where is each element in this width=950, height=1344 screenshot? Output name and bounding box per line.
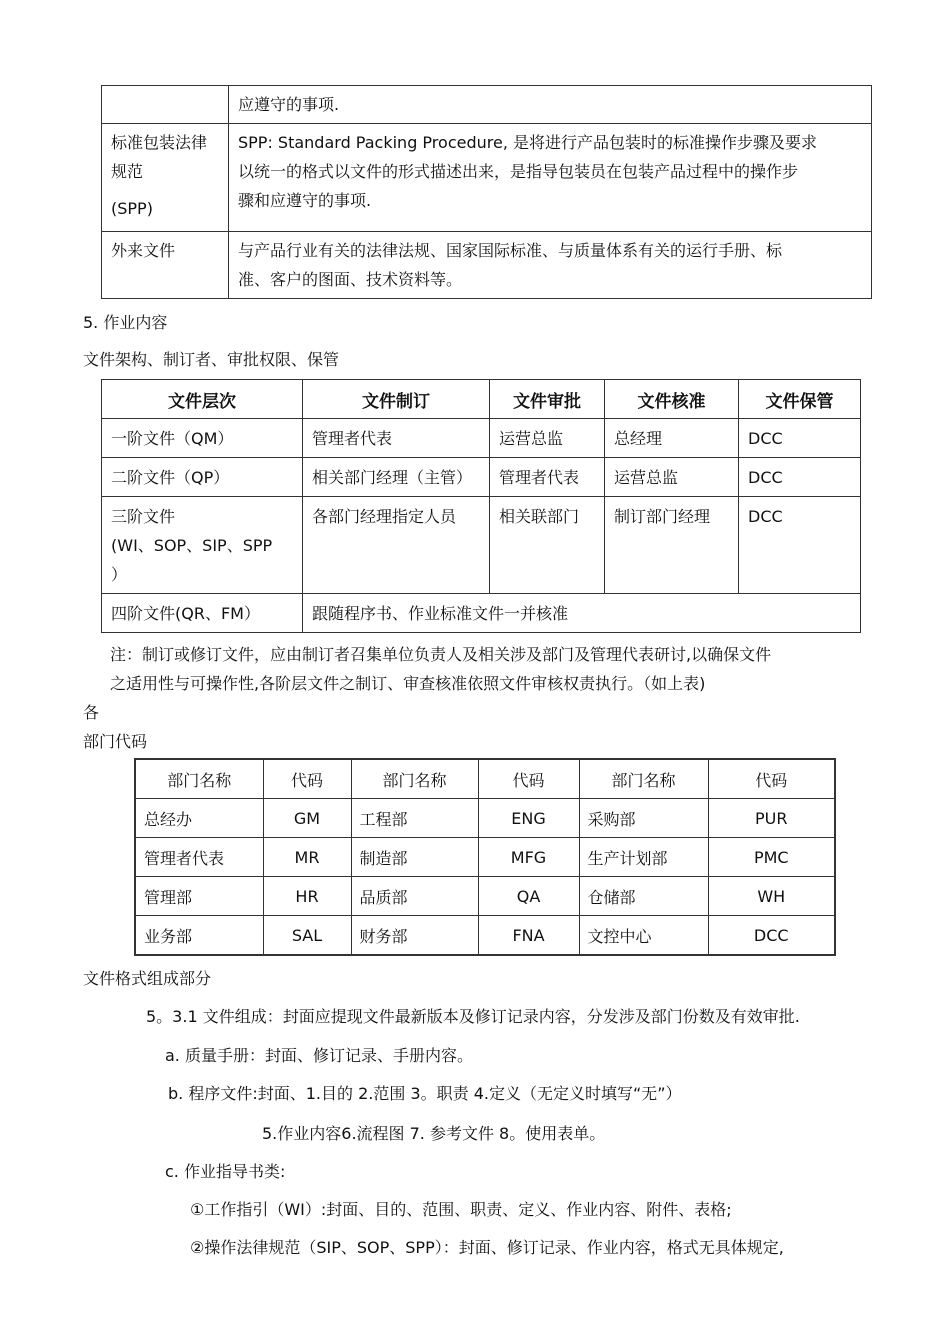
definition-term: 标准包装法律 规范 (SPP) [102,124,229,232]
definition-term [102,86,229,124]
dept-name: 管理部 [135,877,263,916]
dept-heading: 部门代码 [83,732,148,751]
list-item: a. 质量手册：封面、修订记录、手册内容。 [165,1046,473,1065]
table-cell: DCC [739,419,861,458]
table-cell: 各部门经理指定人员 [303,497,490,594]
subsection-heading: 文件架构、制订者、审批权限、保管 [83,350,340,369]
dept-code: ENG [478,799,579,838]
note-line: 注：制订或修订文件，应由制订者召集单位负责人及相关涉及部门及管理代表研讨,以确保文件 [110,645,772,664]
dept-name: 财务部 [351,916,478,956]
paragraph: 5。3.1 文件组成：封面应提现文件最新版本及修订记录内容，分发涉及部门份数及有效审批. [146,1007,800,1026]
dept-code: PUR [708,799,835,838]
table-header-row [135,759,835,799]
dept-name: 文控中心 [579,916,708,956]
table-cell: DCC [739,497,861,594]
table-cell: 运营总监 [490,419,605,458]
department-code-table [134,758,836,956]
dept-name: 总经办 [135,799,263,838]
column-header: 代码 [478,759,579,799]
definition-term: 外来文件 [102,232,229,299]
document-structure-table [101,379,861,633]
table-cell: 四阶文件(QR、FM） [102,594,303,633]
sub-list-item: ①工作指引（WI）:封面、目的、范围、职责、定义、作业内容、附件、表格; [190,1200,732,1219]
table-row [102,419,861,458]
column-header: 代码 [708,759,835,799]
table-header-row [102,380,861,419]
dept-code: PMC [708,838,835,877]
column-header: 文件审批 [490,380,605,419]
dept-heading: 各 [83,703,100,722]
subsection-heading: 文件格式组成部分 [83,969,212,988]
dept-name: 生产计划部 [579,838,708,877]
dept-code: GM [263,799,351,838]
dept-name: 管理者代表 [135,838,263,877]
column-header: 文件核准 [605,380,739,419]
dept-code: WH [708,877,835,916]
table-row [102,458,861,497]
dept-name: 品质部 [351,877,478,916]
definition-desc: 与产品行业有关的法律法规、国家国际标准、与质量体系有关的运行手册、标 准、客户的图面、技术资料等。 [229,232,872,299]
table-cell: 运营总监 [605,458,739,497]
table-row [135,838,835,877]
dept-name: 仓储部 [579,877,708,916]
definitions-table [101,85,872,299]
table-row [102,86,872,124]
table-row [102,594,861,633]
dept-code: QA [478,877,579,916]
table-cell: 总经理 [605,419,739,458]
table-cell: 跟随程序书、作业标准文件一并核准 [303,594,861,633]
table-cell: 管理者代表 [490,458,605,497]
table-cell: 相关联部门 [490,497,605,594]
table-cell: DCC [739,458,861,497]
table-cell: 三阶文件 (WI、SOP、SIP、SPP ） [102,497,303,594]
table-row [135,799,835,838]
table-row [102,497,861,594]
list-item: b. 程序文件:封面、1.目的 2.范围 3。职责 4.定义（无定义时填写“无”） [168,1084,682,1103]
column-header: 文件层次 [102,380,303,419]
dept-name: 采购部 [579,799,708,838]
sub-list-item: ②操作法律规范（SIP、SOP、SPP）：封面、修订记录、作业内容，格式无具体规定, [190,1238,784,1257]
dept-name: 工程部 [351,799,478,838]
definition-desc: 应遵守的事项. [229,86,872,124]
table-cell: 一阶文件（QM） [102,419,303,458]
column-header: 文件制订 [303,380,490,419]
dept-code: SAL [263,916,351,956]
table-cell: 制订部门经理 [605,497,739,594]
column-header: 部门名称 [351,759,478,799]
table-row [135,877,835,916]
dept-code: MR [263,838,351,877]
list-item: c. 作业指导书类: [165,1162,286,1181]
dept-code: MFG [478,838,579,877]
column-header: 代码 [263,759,351,799]
dept-code: FNA [478,916,579,956]
table-cell: 管理者代表 [303,419,490,458]
dept-code: HR [263,877,351,916]
dept-name: 制造部 [351,838,478,877]
list-item-continuation: 5.作业内容6.流程图 7. 参考文件 8。使用表单。 [262,1124,606,1143]
section-heading: 5. 作业内容 [83,313,168,332]
table-row [102,124,872,232]
definition-desc: SPP: Standard Packing Procedure, 是将进行产品包装时的标准操作步骤及要求 以统一的格式以文件的形式描述出来，是指导包装员在包装产品过程中的操作步 骤和应遵守的事项. [229,124,872,232]
dept-name: 业务部 [135,916,263,956]
column-header: 部门名称 [579,759,708,799]
table-cell: 二阶文件（QP） [102,458,303,497]
column-header: 部门名称 [135,759,263,799]
table-row [135,916,835,956]
note-line: 之适用性与可操作性,各阶层文件之制订、审查核准依照文件审核权责执行。（如上表) [110,674,706,693]
table-row [102,232,872,299]
column-header: 文件保管 [739,380,861,419]
dept-code: DCC [708,916,835,956]
table-cell: 相关部门经理（主管） [303,458,490,497]
